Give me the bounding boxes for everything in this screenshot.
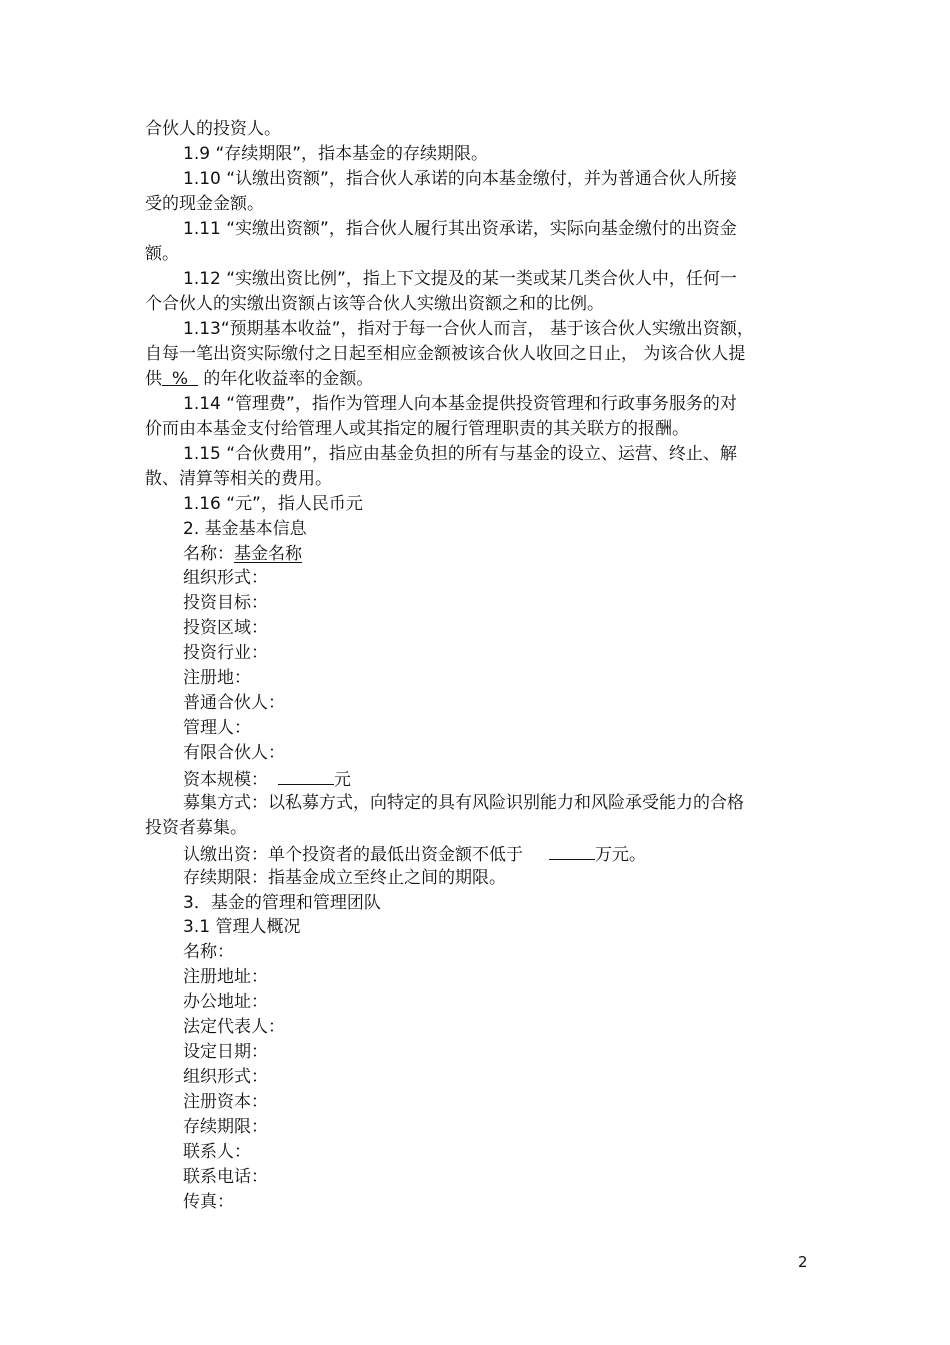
capital-field (183, 766, 351, 792)
capital-blank (278, 766, 334, 785)
duration-field: 存续期限：指基金成立至终止之间的期限。 (183, 868, 506, 888)
subscribe-label: 认缴出资：单个投资者的最低出资金额不低于 (183, 845, 523, 865)
mgr-phone-field: 联系电话： (183, 1167, 268, 1187)
manager-field: 管理人： (183, 718, 251, 738)
gp-field: 普通合伙人： (183, 693, 285, 713)
subscribe-field (183, 841, 646, 867)
text-fragment: 供 (145, 369, 162, 389)
mgr-setup-date-field: 设定日期： (183, 1042, 268, 1062)
fund-name-label: 名称： (183, 544, 234, 564)
raise-method-line2: 投资者募集。 (145, 818, 247, 838)
percent-blank: % (162, 367, 198, 386)
mgr-reg-capital-field: 注册资本： (183, 1092, 268, 1112)
definition-1-14-line2: 价而由本基金支付给管理人或其指定的履行管理职责的其关联方的报酬。 (145, 419, 689, 439)
mgr-duration-field: 存续期限： (183, 1117, 268, 1137)
definition-1-13-line3 (145, 367, 373, 391)
mgr-org-form-field: 组织形式： (183, 1067, 268, 1087)
subscribe-unit: 万元。 (595, 845, 646, 865)
definition-1-16: 1.16 “元”，指人民币元 (183, 494, 363, 514)
definition-1-9: 1.9 “存续期限”，指本基金的存续期限。 (183, 144, 489, 164)
definition-1-15-line2: 散、清算等相关的费用。 (145, 469, 332, 489)
section-2-heading: 2. 基金基本信息 (183, 519, 307, 539)
definition-1-10-line1: 1.10 “认缴出资额”，指合伙人承诺的向本基金缴付，并为普通合伙人所接 (183, 169, 737, 189)
capital-unit: 元 (334, 770, 351, 790)
org-form-field: 组织形式： (183, 568, 268, 588)
definition-1-10-line2: 受的现金金额。 (145, 194, 264, 214)
invest-goal-field: 投资目标： (183, 593, 268, 613)
text-fragment: 的年化收益率的金额。 (198, 369, 374, 389)
mgr-contact-field: 联系人： (183, 1142, 251, 1162)
capital-label: 资本规模： (183, 770, 268, 790)
definition-1-15-line1: 1.15 “合伙费用”，指应由基金负担的所有与基金的设立、运营、终止、解 (183, 444, 737, 464)
section-3-heading: 3．基金的管理和管理团队 (183, 893, 381, 913)
mgr-name-field: 名称： (183, 942, 234, 962)
subscribe-blank (549, 841, 595, 860)
page-number: 2 (798, 1253, 808, 1271)
lp-field: 有限合伙人： (183, 743, 285, 763)
definition-1-11-line2: 额。 (145, 244, 179, 264)
mgr-reg-addr-field: 注册地址： (183, 967, 268, 987)
definition-1-12-line1: 1.12 “实缴出资比例”，指上下文提及的某一类或某几类合伙人中，任何一 (183, 269, 737, 289)
definition-1-13-line1: 1.13“预期基本收益”，指对于每一合伙人而言， 基于该合伙人实缴出资额， (183, 319, 754, 339)
definition-1-14-line1: 1.14 “管理费”，指作为管理人向本基金提供投资管理和行政事务服务的对 (183, 394, 737, 414)
fund-name-value: 基金名称 (234, 544, 302, 564)
definition-1-11-line1: 1.11 “实缴出资额”，指合伙人履行其出资承诺，实际向基金缴付的出资金 (183, 219, 737, 239)
text-line: 合伙人的投资人。 (145, 119, 281, 139)
mgr-fax-field: 传真： (183, 1192, 234, 1212)
section-3-1-heading: 3.1 管理人概况 (183, 917, 301, 937)
mgr-office-addr-field: 办公地址： (183, 992, 268, 1012)
fund-name-line (183, 542, 302, 566)
definition-1-12-line2: 个合伙人的实缴出资额占该等合伙人实缴出资额之和的比例。 (145, 294, 604, 314)
invest-industry-field: 投资行业： (183, 643, 268, 663)
mgr-legal-rep-field: 法定代表人： (183, 1017, 285, 1037)
reg-place-field: 注册地： (183, 668, 251, 688)
raise-method-line1: 募集方式：以私募方式，向特定的具有风险识别能力和风险承受能力的合格 (183, 793, 744, 813)
invest-region-field: 投资区域： (183, 618, 268, 638)
definition-1-13-line2: 自每一笔出资实际缴付之日起至相应金额被该合伙人收回之日止， 为该合伙人提 (145, 344, 746, 364)
